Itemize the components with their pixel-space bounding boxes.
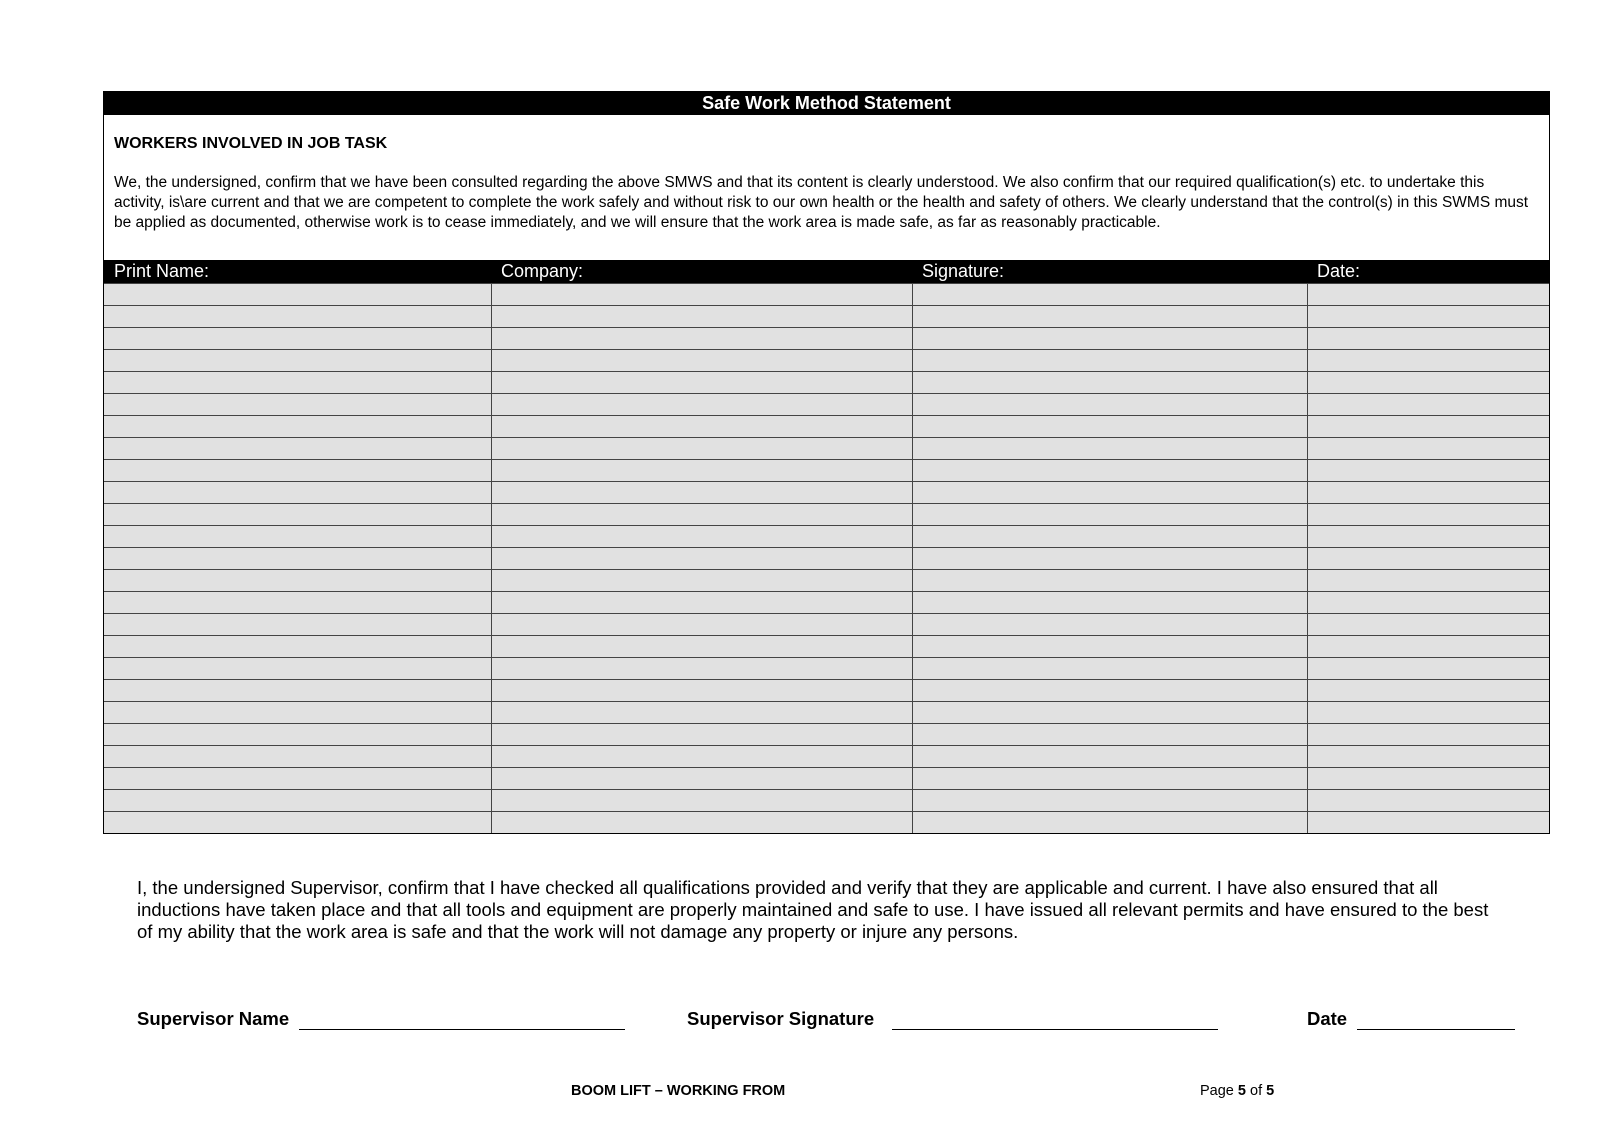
- company-cell[interactable]: [491, 306, 912, 328]
- signature-cell[interactable]: [912, 614, 1307, 636]
- print-name-cell[interactable]: [104, 746, 491, 768]
- table-row: [104, 438, 1549, 460]
- signature-cell[interactable]: [912, 372, 1307, 394]
- company-cell[interactable]: [491, 460, 912, 482]
- date-cell[interactable]: [1307, 394, 1549, 416]
- signature-cell[interactable]: [912, 636, 1307, 658]
- swms-form: [103, 91, 1550, 834]
- signature-cell[interactable]: [912, 416, 1307, 438]
- print-name-cell[interactable]: [104, 592, 491, 614]
- table-row: [104, 592, 1549, 614]
- signature-cell[interactable]: [912, 592, 1307, 614]
- print-name-cell[interactable]: [104, 614, 491, 636]
- print-name-cell[interactable]: [104, 526, 491, 548]
- print-name-cell[interactable]: [104, 658, 491, 680]
- signature-cell[interactable]: [912, 768, 1307, 790]
- date-cell[interactable]: [1307, 350, 1549, 372]
- signature-cell[interactable]: [912, 680, 1307, 702]
- company-cell[interactable]: [491, 702, 912, 724]
- table-row: [104, 570, 1549, 592]
- print-name-cell[interactable]: [104, 636, 491, 658]
- table-row: [104, 372, 1549, 394]
- table-row: [104, 790, 1549, 812]
- print-name-cell[interactable]: [104, 284, 491, 306]
- supervisor-name-line[interactable]: [299, 1011, 625, 1030]
- footer-page-of: of: [1250, 1083, 1263, 1099]
- workers-table: [104, 260, 1549, 833]
- footer-page-label: Page: [1200, 1083, 1234, 1099]
- intro-section: [104, 115, 1549, 260]
- company-cell[interactable]: [491, 394, 912, 416]
- section-heading: WORKERS INVOLVED IN JOB TASK: [114, 135, 388, 152]
- print-name-cell[interactable]: [104, 416, 491, 438]
- company-cell[interactable]: [491, 416, 912, 438]
- print-name-cell[interactable]: [104, 460, 491, 482]
- company-cell[interactable]: [491, 592, 912, 614]
- signature-cell[interactable]: [912, 394, 1307, 416]
- supervisor-name-label: Supervisor Name: [137, 1008, 290, 1029]
- form-title: Safe Work Method Statement: [104, 92, 1549, 115]
- company-cell[interactable]: [491, 746, 912, 768]
- date-cell[interactable]: [1307, 724, 1549, 746]
- signature-cell[interactable]: [912, 702, 1307, 724]
- date-cell[interactable]: [1307, 328, 1549, 350]
- date-cell[interactable]: [1307, 548, 1549, 570]
- date-cell[interactable]: [1307, 702, 1549, 724]
- print-name-cell[interactable]: [104, 548, 491, 570]
- print-name-cell[interactable]: [104, 570, 491, 592]
- company-cell[interactable]: [491, 570, 912, 592]
- table-row: [104, 416, 1549, 438]
- table-row: [104, 636, 1549, 658]
- company-cell[interactable]: [491, 680, 912, 702]
- supervisor-signature-label: Supervisor Signature: [687, 1008, 875, 1029]
- date-cell[interactable]: [1307, 812, 1549, 834]
- supervisor-date-line[interactable]: [1357, 1011, 1515, 1030]
- signature-cell[interactable]: [912, 658, 1307, 680]
- company-cell[interactable]: [491, 812, 912, 834]
- company-cell[interactable]: [491, 658, 912, 680]
- table-row: [104, 658, 1549, 680]
- date-cell[interactable]: [1307, 284, 1549, 306]
- table-row: [104, 526, 1549, 548]
- signature-cell[interactable]: [912, 482, 1307, 504]
- signature-cell[interactable]: [912, 306, 1307, 328]
- company-cell[interactable]: [491, 284, 912, 306]
- table-row: [104, 482, 1549, 504]
- signature-cell[interactable]: [912, 570, 1307, 592]
- company-cell[interactable]: [491, 526, 912, 548]
- table-row: [104, 394, 1549, 416]
- print-name-cell[interactable]: [104, 504, 491, 526]
- workers-declaration: We, the undersigned, confirm that we have been consulted regarding the above SMWS and that its content is clearly understood. We also confirm that our required qualification(s) etc. to undertake this activity, is\are current and that we are competent to complete the work safely and without risk to our own health or the health and safety of others. We clearly understand that the control(s) in this SWMS must be applied as documented, otherwise work is to cease immediately, and we will ensure that the work area is made safe, as far as reasonably practicable.: [114, 174, 1529, 231]
- table-row: [104, 614, 1549, 636]
- date-cell[interactable]: [1307, 768, 1549, 790]
- table-row: [104, 812, 1549, 834]
- company-cell[interactable]: [491, 614, 912, 636]
- date-cell[interactable]: [1307, 658, 1549, 680]
- print-name-cell[interactable]: [104, 350, 491, 372]
- date-cell[interactable]: [1307, 636, 1549, 658]
- signature-cell[interactable]: [912, 504, 1307, 526]
- table-row: [104, 724, 1549, 746]
- date-cell[interactable]: [1307, 746, 1549, 768]
- table-row: [104, 460, 1549, 482]
- column-header-signature: Signature:: [912, 260, 1307, 284]
- signature-cell[interactable]: [912, 812, 1307, 834]
- print-name-cell[interactable]: [104, 680, 491, 702]
- company-cell[interactable]: [491, 768, 912, 790]
- footer-page-total: 5: [1266, 1083, 1275, 1099]
- date-cell[interactable]: [1307, 482, 1549, 504]
- table-row: [104, 548, 1549, 570]
- date-cell[interactable]: [1307, 460, 1549, 482]
- print-name-cell[interactable]: [104, 306, 491, 328]
- signature-cell[interactable]: [912, 790, 1307, 812]
- date-cell[interactable]: [1307, 372, 1549, 394]
- signature-cell[interactable]: [912, 724, 1307, 746]
- signature-cell[interactable]: [912, 328, 1307, 350]
- date-cell[interactable]: [1307, 592, 1549, 614]
- table-header-row: [104, 260, 1549, 284]
- date-cell[interactable]: [1307, 526, 1549, 548]
- table-row: [104, 702, 1549, 724]
- footer-page-current: 5: [1237, 1083, 1246, 1099]
- date-cell[interactable]: [1307, 614, 1549, 636]
- print-name-cell[interactable]: [104, 702, 491, 724]
- column-header-company: Company:: [491, 260, 912, 284]
- company-cell[interactable]: [491, 636, 912, 658]
- print-name-cell[interactable]: [104, 768, 491, 790]
- print-name-cell[interactable]: [104, 372, 491, 394]
- print-name-cell[interactable]: [104, 328, 491, 350]
- date-cell[interactable]: [1307, 306, 1549, 328]
- print-name-cell[interactable]: [104, 812, 491, 834]
- signature-cell[interactable]: [912, 548, 1307, 570]
- workers-table-body: [104, 284, 1549, 834]
- print-name-cell[interactable]: [104, 790, 491, 812]
- table-row: [104, 504, 1549, 526]
- footer-doc-title: BOOM LIFT – WORKING FROM: [571, 1083, 786, 1099]
- company-cell[interactable]: [491, 482, 912, 504]
- company-cell[interactable]: [491, 328, 912, 350]
- supervisor-date-label: Date: [1307, 1008, 1348, 1029]
- signature-cell[interactable]: [912, 460, 1307, 482]
- date-cell[interactable]: [1307, 790, 1549, 812]
- company-cell[interactable]: [491, 350, 912, 372]
- company-cell[interactable]: [491, 504, 912, 526]
- supervisor-statement: I, the undersigned Supervisor, confirm that I have checked all qualifications provided and verify that they are applicable and current. I have also ensured that all inductions have taken place and that all tools and equipment are properly maintained and safe to use. I have issued all relevant permits and have ensured to the best of my ability that the work area is safe and that the work will not damage any property or injure any persons.: [137, 877, 1489, 942]
- date-cell[interactable]: [1307, 570, 1549, 592]
- column-header-date: Date:: [1307, 260, 1549, 284]
- table-row: [104, 284, 1549, 306]
- signature-cell[interactable]: [912, 350, 1307, 372]
- signature-cell[interactable]: [912, 526, 1307, 548]
- supervisor-signature-line[interactable]: [892, 1011, 1218, 1030]
- table-row: [104, 768, 1549, 790]
- column-header-print-name: Print Name:: [104, 260, 491, 284]
- date-cell[interactable]: [1307, 680, 1549, 702]
- print-name-cell[interactable]: [104, 394, 491, 416]
- print-name-cell[interactable]: [104, 724, 491, 746]
- date-cell[interactable]: [1307, 416, 1549, 438]
- company-cell[interactable]: [491, 372, 912, 394]
- company-cell[interactable]: [491, 724, 912, 746]
- signature-cell[interactable]: [912, 746, 1307, 768]
- table-row: [104, 350, 1549, 372]
- company-cell[interactable]: [491, 438, 912, 460]
- table-row: [104, 746, 1549, 768]
- table-row: [104, 680, 1549, 702]
- table-row: [104, 306, 1549, 328]
- date-cell[interactable]: [1307, 438, 1549, 460]
- supervisor-signature-field: [687, 1008, 1218, 1030]
- signature-cell[interactable]: [912, 438, 1307, 460]
- footer-page-number: [1200, 1083, 1274, 1099]
- company-cell[interactable]: [491, 548, 912, 570]
- table-row: [104, 328, 1549, 350]
- company-cell[interactable]: [491, 790, 912, 812]
- signature-cell[interactable]: [912, 284, 1307, 306]
- supervisor-name-field: [137, 1008, 625, 1030]
- print-name-cell[interactable]: [104, 482, 491, 504]
- supervisor-date-field: [1307, 1008, 1515, 1030]
- date-cell[interactable]: [1307, 504, 1549, 526]
- print-name-cell[interactable]: [104, 438, 491, 460]
